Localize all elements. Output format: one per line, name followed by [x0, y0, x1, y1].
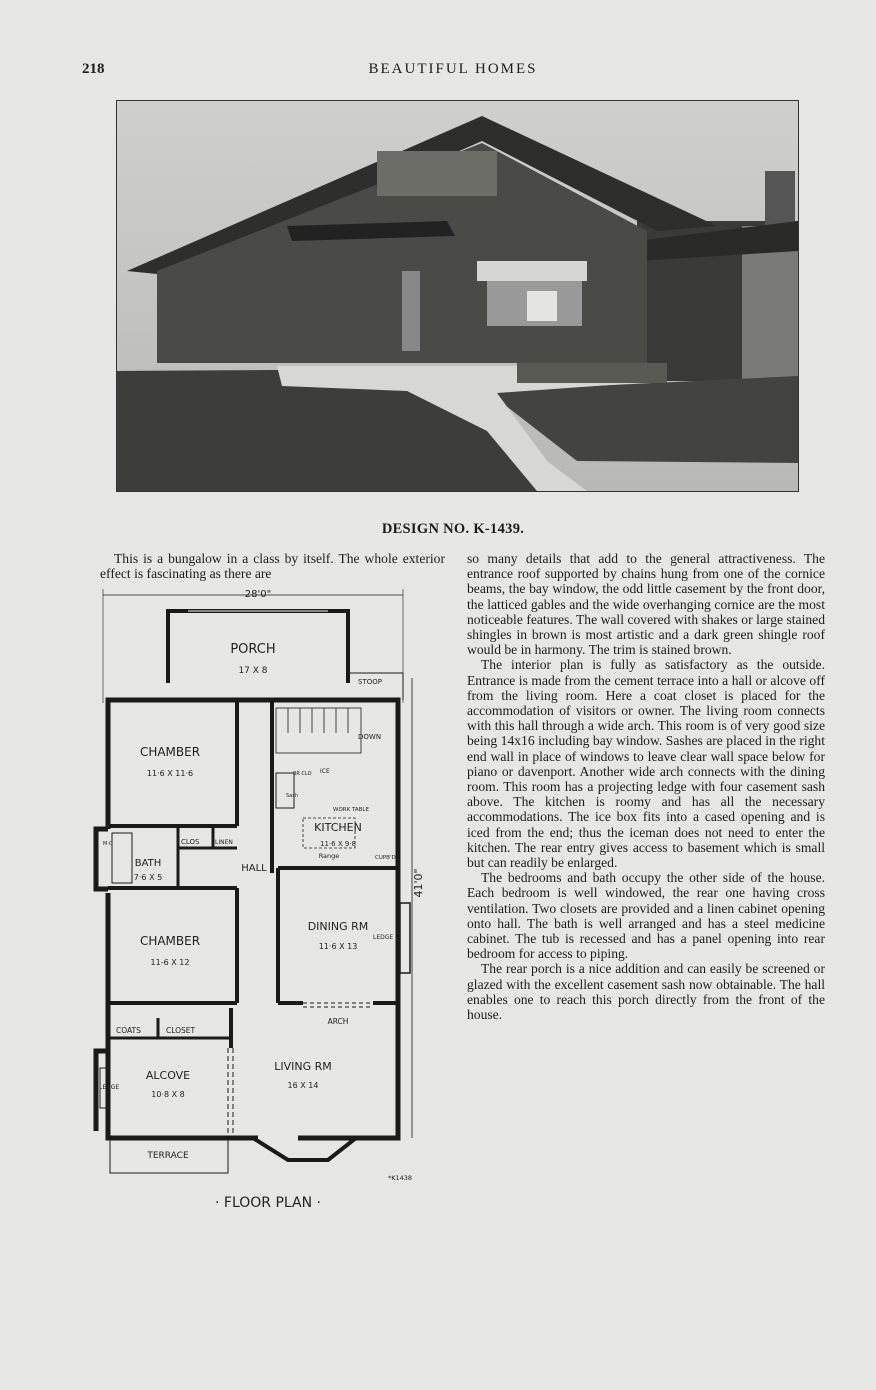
floor-plan [88, 583, 438, 1218]
paragraph: so many details that add to the general attractiveness. The entrance roof supported by chains hung from one of the cornice beams, the bay window, the odd little casement by the front door, the latticed gables and the wide overhanging cornice are the most noticeable features. The wall covered with shakes or large stained shingles in brown is most artistic and a dark green shingle roof would be in harmony. The trim is stained brown. [467, 551, 825, 658]
living-room-size: 16 X 14 [287, 1081, 319, 1090]
chamber-rear-label: CHAMBER [139, 934, 201, 948]
bath-size: 7·6 X 5 [133, 873, 163, 882]
description-text [467, 551, 825, 1022]
chamber-front-size: 11·6 X 11·6 [146, 769, 194, 778]
closet-front-label: CLOSET [166, 1026, 196, 1035]
paragraph: The interior plan is fully as satisfactory as the outside. Entrance is made from the cement terrace into a hall or alcove off from the living room. Here a coat closet is placed for the accommodation of visitors or owner. The living room connects with this hall through a wide arch. This room is of very good size being 14x16 including bay window. Sashes are placed in the right end wall in place of windows to leave clear wall space below for piano or davenport. Another wide arch connects with the dining room. This room has a projecting ledge with four casement sash above. The kitchen is roomy and has all the necessary accommodations. The ice box fits into a cased opening and is iced from the end; thus the iceman does not need to enter the kitchen. The rear entry gives access to basement which is small but can readily be enlarged. [467, 657, 825, 871]
kitchen-size: 11·6 X 9·8 [320, 840, 356, 848]
linen-label: LINEN [215, 839, 233, 846]
width-dimension: 28'0" [244, 589, 272, 600]
paragraph: The rear porch is a nice addition and can easily be screened or glazed with the excellent casement sash now obtainable. The hall enables one to reach this porch directly from the front of the house. [467, 961, 825, 1023]
broom-closet-label: BR CLO [293, 771, 312, 777]
house-photograph [116, 100, 799, 492]
ice-label: ICE [320, 768, 330, 775]
coats-label: COATS [116, 1026, 141, 1035]
depth-dimension: 41'0" [412, 868, 425, 898]
alcove-label: ALCOVE [145, 1069, 191, 1082]
range-label: Range [318, 852, 340, 860]
sash-label: Sash [286, 793, 299, 799]
arch-label: ARCH [327, 1017, 349, 1026]
chamber-front-label: CHAMBER [139, 745, 201, 759]
plan-number: *K1438 [387, 1174, 413, 1182]
porch-label: PORCH [230, 642, 276, 657]
running-head: BEAUTIFUL HOMES [368, 61, 538, 77]
dining-room-label: DINING RM [307, 920, 369, 933]
stoop-label: STOOP [358, 678, 382, 686]
alcove-size: 10·8 X 8 [151, 1090, 185, 1099]
hall-label: HALL [241, 863, 267, 874]
design-title: DESIGN NO. K-1439. [381, 521, 525, 537]
terrace-label: TERRACE [147, 1151, 189, 1161]
kitchen-label: KITCHEN [314, 821, 362, 834]
page-number: 218 [82, 61, 105, 77]
work-table-label: WORK TABLE [333, 807, 369, 813]
medicine-cabinet-label: M·C [103, 841, 113, 847]
chamber-rear-size: 11-6 X 12 [150, 958, 190, 967]
ledge-alcove-label: LEDGE [99, 1084, 120, 1091]
cupboard-label: CUPB'D [375, 855, 396, 861]
down-label: DOWN [358, 733, 382, 741]
intro-paragraph: This is a bungalow in a class by itself. The whole exterior effect is fascinating as there are [100, 551, 445, 582]
floor-plan-caption: · FLOOR PLAN · [215, 1195, 321, 1211]
porch-size: 17 X 8 [238, 666, 268, 676]
paragraph: The bedrooms and bath occupy the other side of the house. Each bedroom is well windowed, the rear one having cross ventilation. Two closets are provided and a linen cabinet opening onto hall. The bath is well arranged and has a steel medicine cabinet. The tub is recessed and has a panel opening into rear bedroom for access to piping. [467, 870, 825, 962]
intro-text [100, 551, 445, 581]
living-room-label: LIVING RM [274, 1060, 332, 1073]
ledge-dining-label: LEDGE [373, 934, 394, 941]
bath-label: BATH [134, 858, 162, 869]
dining-room-size: 11·6 X 13 [318, 942, 358, 951]
closet-label: CLOS [181, 838, 200, 846]
